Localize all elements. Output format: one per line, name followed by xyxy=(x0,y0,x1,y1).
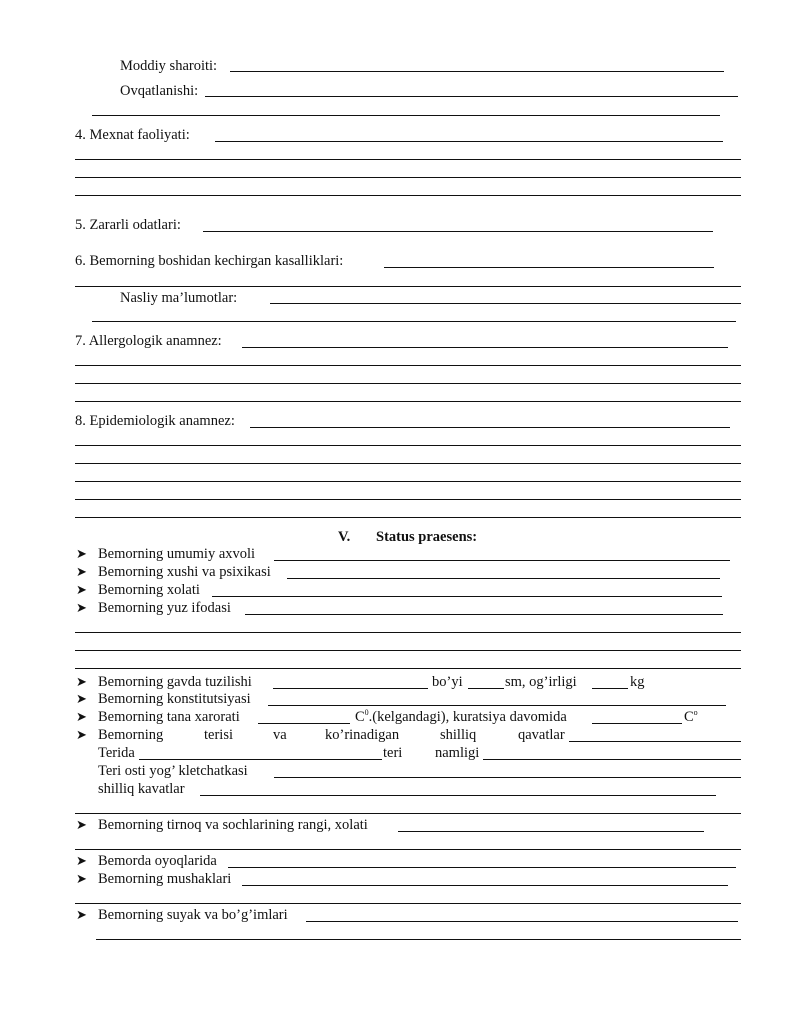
arrowhead-bullet-icon: ➤ xyxy=(76,727,87,742)
arrowhead-bullet-icon: ➤ xyxy=(76,709,87,724)
sm-label: sm, og’irligi xyxy=(505,674,577,690)
ovqat-blank[interactable] xyxy=(205,96,738,97)
epidem-label: 8. Epidemiologik anamnez: xyxy=(75,413,235,429)
ovqat-label: Ovqatlanishi: xyxy=(120,83,199,99)
mexnat-blank[interactable] xyxy=(215,141,723,142)
epidem-blank-2[interactable] xyxy=(75,445,741,446)
allergo-blank-4[interactable] xyxy=(75,401,741,402)
moddiy-label: Moddiy sharoiti: xyxy=(120,58,218,74)
tana-blank[interactable] xyxy=(258,723,350,724)
mexnat-blank-3[interactable] xyxy=(75,177,741,178)
arrowhead-bullet-icon: ➤ xyxy=(76,907,87,922)
terida-blank[interactable] xyxy=(139,759,382,760)
mexnat-blank-4[interactable] xyxy=(75,195,741,196)
arrowhead-bullet-icon: ➤ xyxy=(76,817,87,832)
teri-osti-blank[interactable] xyxy=(274,777,741,778)
mexnat-label: 4. Mexnat faoliyati: xyxy=(75,127,190,143)
gavda-blank[interactable] xyxy=(273,688,428,689)
kasalliklar-blank[interactable] xyxy=(384,267,714,268)
yuz-blank[interactable] xyxy=(245,614,723,615)
shilliq-blank[interactable] xyxy=(200,795,716,796)
allergo-blank[interactable] xyxy=(242,347,728,348)
arrowhead-bullet-icon: ➤ xyxy=(76,691,87,706)
yuz-blank-3[interactable] xyxy=(75,650,741,651)
zararli-label: 5. Zararli odatlari: xyxy=(75,217,181,233)
xushi-blank[interactable] xyxy=(287,578,720,579)
boyi-blank[interactable] xyxy=(468,688,504,689)
c0-label: $C^0.(kelgandagi)$, kuratsiya davomida xyxy=(355,708,567,725)
tirnoq-blank[interactable] xyxy=(398,831,704,832)
nasliy-label: Nasliy ma’lumotlar: xyxy=(120,290,238,306)
arrowhead-bullet-icon: ➤ xyxy=(76,853,87,868)
allergo-label: 7. Allergologik anamnez: xyxy=(75,333,222,349)
zararli-blank[interactable] xyxy=(203,231,713,232)
tana-label: Bemorning tana xarorati xyxy=(98,709,240,725)
mushak-label: Bemorning mushaklari xyxy=(98,871,232,887)
arrowhead-bullet-icon: ➤ xyxy=(76,871,87,886)
namligi-blank[interactable] xyxy=(483,759,741,760)
shilliq-label: shilliq kavatlar xyxy=(98,781,185,797)
gavda-label: Bemorning gavda tuzilishi xyxy=(98,674,252,690)
mushak-blank[interactable] xyxy=(242,885,728,886)
c2-label: $C^o$ xyxy=(684,708,698,725)
epidem-blank-6[interactable] xyxy=(75,517,741,518)
section-number: V. xyxy=(338,529,351,545)
teri-word-2: terisi xyxy=(204,727,233,743)
suyak-blank[interactable] xyxy=(306,921,738,922)
tirnoq-label: Bemorning tirnoq va sochlarining rangi, xolati xyxy=(98,817,368,833)
kg-label: kg xyxy=(630,674,645,690)
suyak-blank-2[interactable] xyxy=(96,939,741,940)
kasalliklar-blank-2[interactable] xyxy=(75,286,741,287)
namligi-label: namligi xyxy=(435,745,480,761)
oyoq-blank[interactable] xyxy=(228,867,736,868)
teri-word-3: va xyxy=(273,727,287,743)
yuz-blank-4[interactable] xyxy=(75,668,741,669)
boyi-label: bo’yi xyxy=(432,674,463,690)
arrowhead-bullet-icon: ➤ xyxy=(76,546,87,561)
ovqat-blank-2[interactable] xyxy=(92,115,720,116)
teri-word-6: qavatlar xyxy=(518,727,565,743)
teri-word-1: Bemorning xyxy=(98,727,164,743)
teri-label: teri xyxy=(383,745,403,761)
mexnat-blank-2[interactable] xyxy=(75,159,741,160)
epidem-blank[interactable] xyxy=(250,427,730,428)
xolati-label: Bemorning xolati xyxy=(98,582,200,598)
epidem-blank-5[interactable] xyxy=(75,499,741,500)
teri-word-5: shilliq xyxy=(440,727,477,743)
nasliy-blank[interactable] xyxy=(270,303,741,304)
epidem-blank-3[interactable] xyxy=(75,463,741,464)
oyoq-label: Bemorda oyoqlarida xyxy=(98,853,217,869)
xolati-blank[interactable] xyxy=(212,596,722,597)
shilliq-blank-2[interactable] xyxy=(75,813,741,814)
konst-blank[interactable] xyxy=(268,705,726,706)
yuz-blank-2[interactable] xyxy=(75,632,741,633)
umumiy-blank[interactable] xyxy=(274,560,730,561)
yuz-label: Bemorning yuz ifodasi xyxy=(98,600,231,616)
mushak-blank-2[interactable] xyxy=(75,903,741,904)
umumiy-label: Bemorning umumiy axvoli xyxy=(98,546,256,562)
kasalliklar-label: 6. Bemorning boshidan kechirgan kasalliklari: xyxy=(75,253,344,269)
allergo-blank-3[interactable] xyxy=(75,383,741,384)
moddiy-blank[interactable] xyxy=(230,71,724,72)
xushi-label: Bemorning xushi va psixikasi xyxy=(98,564,271,580)
arrowhead-bullet-icon: ➤ xyxy=(76,564,87,579)
terida-label: Terida xyxy=(98,745,135,761)
suyak-label: Bemorning suyak va bo’g’imlari xyxy=(98,907,288,923)
konst-label: Bemorning konstitutsiyasi xyxy=(98,691,251,707)
kg-blank[interactable] xyxy=(592,688,628,689)
teri-osti-label: Teri osti yog’ kletchatkasi xyxy=(98,763,248,779)
arrowhead-bullet-icon: ➤ xyxy=(76,674,87,689)
teri-blank[interactable] xyxy=(569,741,741,742)
kuratsiya-blank[interactable] xyxy=(592,723,682,724)
section-title: Status praesens: xyxy=(376,529,478,545)
allergo-blank-2[interactable] xyxy=(75,365,741,366)
tirnoq-blank-2[interactable] xyxy=(75,849,741,850)
arrowhead-bullet-icon: ➤ xyxy=(76,600,87,615)
nasliy-blank-2[interactable] xyxy=(92,321,736,322)
epidem-blank-4[interactable] xyxy=(75,481,741,482)
teri-word-4: ko’rinadigan xyxy=(325,727,400,743)
arrowhead-bullet-icon: ➤ xyxy=(76,582,87,597)
